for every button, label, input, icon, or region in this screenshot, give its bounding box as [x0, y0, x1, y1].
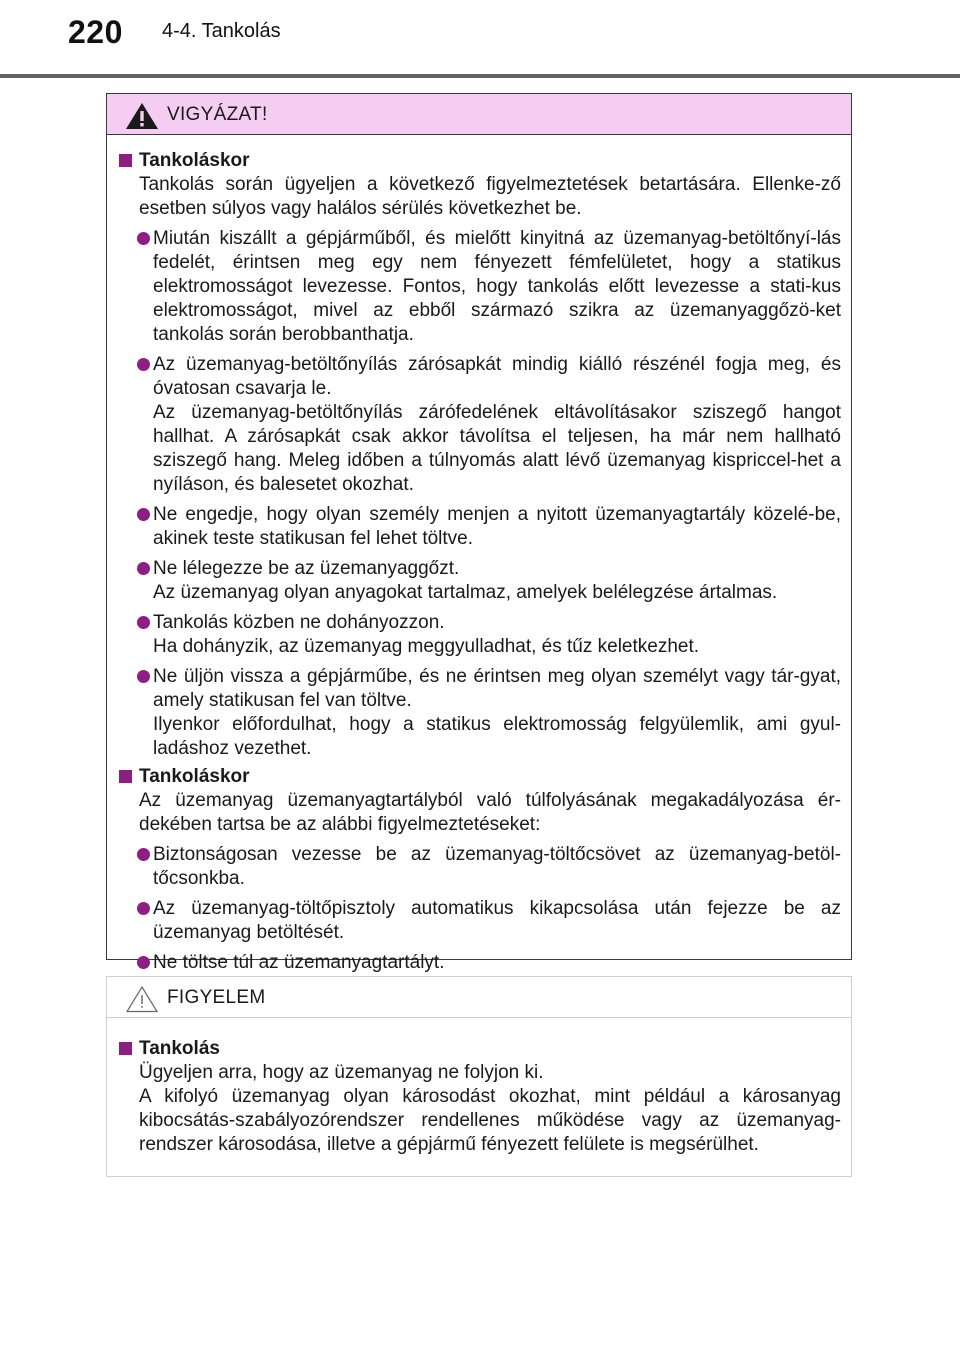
round-bullet-icon: [137, 670, 150, 683]
square-bullet-icon: [119, 770, 132, 783]
list-item: [117, 557, 841, 605]
round-bullet-icon: [137, 232, 150, 245]
round-bullet-icon: [137, 848, 150, 861]
page-header: [0, 0, 960, 80]
list-item-text: Ne engedje, hogy olyan személy menjen a nyitott üzemanyagtartály közelé-be, akinek teste statikusan fel lehet töltve.: [153, 504, 841, 549]
list-item-detail: Ilyenkor előfordulhat, hogy a statikus elektromosság felgyülemlik, ami gyul-ladáshoz vezethet.: [153, 714, 841, 759]
notice-paragraph: A kifolyó üzemanyag olyan károsodást okozhat, mint például a károsanyag kibocsátás-szabályozórendszer rendellenes működése vagy az üzemanyag-rendszer károsodása, illetve a gépjármű fényezett felülete is megsérülhet.: [139, 1086, 841, 1155]
notice-box: [106, 976, 852, 1177]
caution-section: [117, 149, 841, 761]
round-bullet-icon: [137, 562, 150, 575]
square-bullet-icon: [119, 154, 132, 167]
list-item-text: Az üzemanyag-betöltőnyílás zárósapkát mindig kiálló részénél fogja meg, és óvatosan csavarja le.: [153, 354, 841, 399]
list-item: [117, 611, 841, 659]
list-item: [117, 227, 841, 347]
notice-section: [117, 1037, 841, 1157]
list-item: [117, 843, 841, 891]
list-item: [117, 665, 841, 761]
square-bullet-icon: [119, 1042, 132, 1055]
round-bullet-icon: [137, 616, 150, 629]
caution-box: [106, 93, 852, 973]
list-item-text: Miután kiszállt a gépjárműből, és mielőtt kinyitná az üzemanyag-betöltőnyí-lás fedelét, érintsen meg egy nem fényezett fémfelületet, hogy a statikus elektromosságot levezesse. Fontos, hogy tankolás előtt levezesse a stati-kus elektromosságot, mivel az ebből származó szikra az üzemanyaggőzö-ket tankolás során berobbanthatja.: [153, 228, 841, 345]
list-item-text: Tankolás közben ne dohányozzon.: [153, 612, 445, 633]
notice-header: [107, 977, 851, 1018]
section-heading: Tankoláskor: [139, 766, 250, 787]
list-item: [117, 951, 841, 975]
list-item-text: Ne üljön vissza a gépjárműbe, és ne érintsen meg olyan személyt vagy tár-gyat, amely statikusan fel van töltve.: [153, 666, 841, 711]
round-bullet-icon: [137, 508, 150, 521]
list-item: [117, 503, 841, 551]
list-item-detail: Az üzemanyag-betöltőnyílás zárófedelének eltávolításakor sziszegő hangot hallhat. A zárósapkát csak akkor távolítsa el teljesen, ha már nem hallható sziszegő hang. Meleg időben a túlnyomás alatt lévő üzemanyag kispriccel-het a nyíláson, és balesetet okozhat.: [153, 402, 841, 495]
notice-body: [107, 1018, 851, 1157]
header-divider: [0, 74, 960, 78]
caution-section: [117, 765, 841, 975]
section-heading: Tankoláskor: [139, 150, 250, 171]
round-bullet-icon: [137, 358, 150, 371]
caution-label: VIGYÁZAT!: [167, 104, 268, 125]
list-item: [117, 897, 841, 945]
warning-triangle-icon: [125, 102, 159, 130]
list-item-text: Biztonságosan vezesse be az üzemanyag-töltőcsövet az üzemanyag-betöl-tőcsonkba.: [153, 844, 841, 889]
section-title: 4-4. Tankolás: [162, 20, 281, 42]
list-item-text: Ne lélegezze be az üzemanyaggőzt.: [153, 558, 460, 579]
list-item-text: Az üzemanyag-töltőpisztoly automatikus kikapcsolása után fejezze be az üzemanyag betöltését.: [153, 898, 841, 943]
list-item-detail: Az üzemanyag olyan anyagokat tartalmaz, amelyek belélegzése ártalmas.: [153, 582, 778, 603]
list-item: [117, 353, 841, 497]
notice-line: Ügyeljen arra, hogy az üzemanyag ne folyjon ki.: [139, 1062, 544, 1083]
page-number: 220: [68, 14, 123, 50]
section-intro: Tankolás során ügyeljen a következő figyelmeztetések betartására. Ellenke-ző esetben súlyos vagy halálos sérülés következhet be.: [139, 174, 841, 219]
list-item-detail: Ha dohányzik, az üzemanyag meggyulladhat, és tűz keletkezhet.: [153, 636, 700, 657]
section-intro: Az üzemanyag üzemanyagtartályból való túlfolyásának megakadályozása ér-dekében tartsa be az alábbi figyelmeztetéseket:: [139, 790, 841, 835]
caution-body: [107, 135, 851, 975]
section-heading: Tankolás: [139, 1038, 220, 1059]
notice-label: FIGYELEM: [167, 987, 266, 1008]
round-bullet-icon: [137, 956, 150, 969]
list-item-text: Ne töltse túl az üzemanyagtartályt.: [153, 952, 445, 973]
caution-header: [107, 94, 851, 135]
round-bullet-icon: [137, 902, 150, 915]
notice-triangle-icon: [125, 985, 159, 1013]
